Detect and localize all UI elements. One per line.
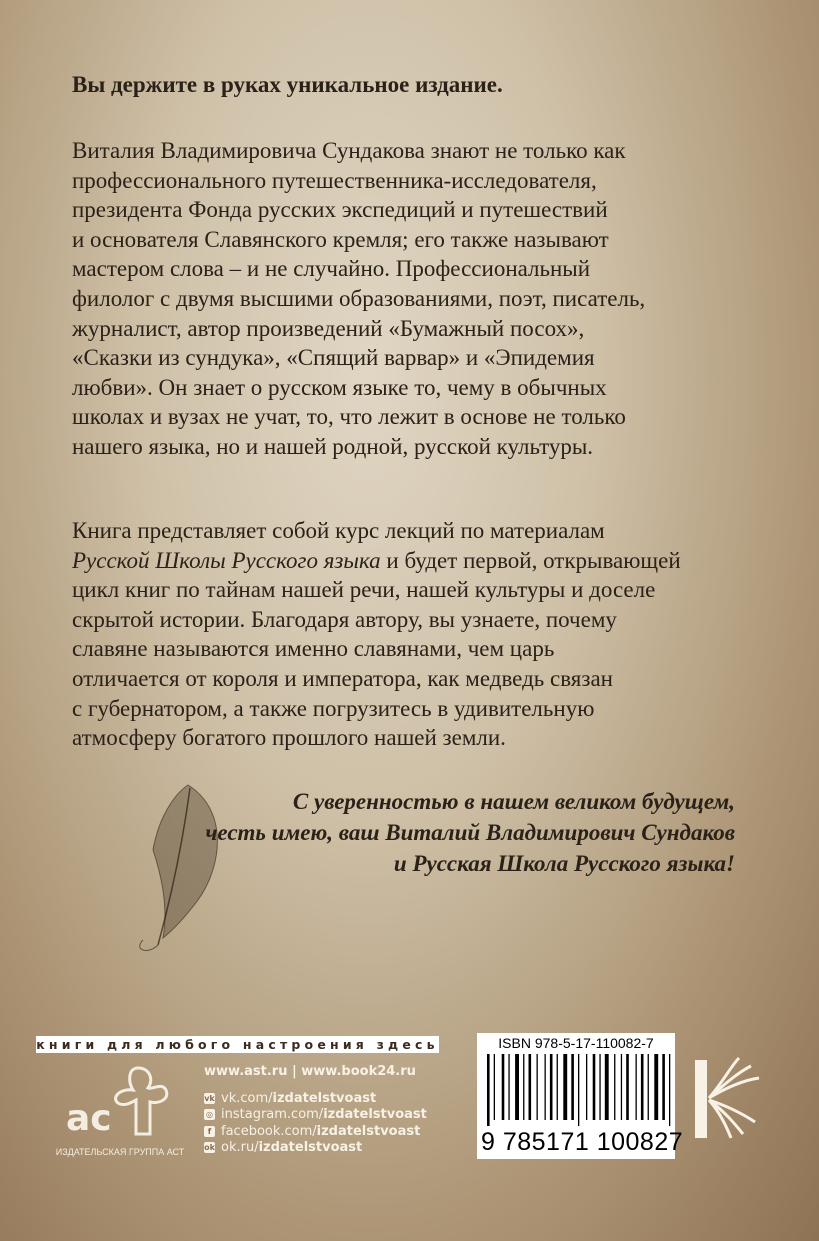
barcode-bar [557,1054,558,1120]
link-prefix: vk.com/ [221,1090,273,1106]
barcode-icon [485,1054,671,1126]
text-line: атмосферу богатого прошлого нашей земли. [72,725,506,751]
text-line: цикл книг по тайнам нашей речи, нашей культуры и доселе [72,577,656,603]
school-name-italic: Русской Школы Русского языка [72,547,381,573]
lead-heading: Вы держите в руках уникальное издание. [72,72,503,97]
signature-line: и Русская Школа Русского языка! [393,851,735,876]
barcode-bar [599,1054,600,1120]
barcode-bar [563,1054,567,1120]
text-line: школах и вузах не учат, то, что лежит в основе не только [72,404,626,430]
text-line: Книга представляет собой курс лекций по материалам [72,518,605,543]
link-prefix: facebook.com/ [221,1123,317,1139]
barcode-bar [502,1054,505,1120]
barcode-bar [621,1054,622,1120]
vk-icon: vk [204,1093,215,1103]
text-line: любви». Он знает о русском языке то, чему в обычных [72,374,607,400]
publisher-name: ИЗДАТЕЛЬСКАЯ ГРУППА АСТ [55,1147,185,1157]
link-prefix: ok.ru/ [221,1140,259,1156]
link-handle: izdatelstvoast [316,1123,421,1139]
barcode-bar [545,1054,546,1120]
isbn-number: ISBN 978-5-17-110082-7 [498,1035,654,1051]
barcode-bar [654,1054,658,1120]
text-line: мастером слова – и не случайно. Профессиональный [72,256,591,282]
barcode-bar [605,1054,609,1120]
barcode-bar [494,1054,495,1120]
text-fragment: и будет первой, открывающей [380,547,681,573]
social-link-instagram[interactable] [204,1107,427,1124]
text-line: славяне называются именно славянами, чем царь [72,636,555,662]
barcode-bar [593,1054,596,1120]
text-line: журналист, автор произведений «Бумажный посох», [72,315,585,341]
barcode-bar [669,1054,670,1126]
ean-number: 9 785171 100827 [481,1128,684,1156]
barcode-bar [571,1054,574,1120]
barcode-bar [636,1054,637,1120]
barcode-bar [508,1054,509,1120]
text-line [72,546,681,576]
signature-line: честь имею, ваш Виталий Владимирович Сундаков [205,820,735,845]
websites-link[interactable]: www.ast.ru | www.book24.ru [204,1064,416,1079]
slogan-banner: книги для любого настроения здесь [36,1037,439,1052]
barcode-bar [537,1054,538,1120]
barcode-bar [626,1054,629,1120]
svg-text:ac: ac [66,1098,112,1139]
barcode-bar [662,1054,665,1120]
barcode-bar [550,1054,553,1120]
ast-logo [58,1064,178,1140]
barcode-bar [648,1054,649,1120]
signature [205,786,735,879]
barcode-bar [586,1054,587,1120]
barcode-bar [523,1054,524,1120]
text-line: Виталия Владимировича Сундакова знают не только как [72,138,626,163]
barcode-bar [641,1054,644,1120]
social-link-facebook[interactable] [204,1123,427,1140]
book-k-logo [693,1052,773,1142]
isbn-barcode [477,1033,684,1159]
text-line: профессионального путешественника-исследователя, [72,167,597,193]
signature-line: С уверенностью в нашем великом будущем, [292,789,735,814]
text-line: и основателя Славянского кремля; его также называют [72,226,609,252]
facebook-icon: f [204,1126,215,1137]
link-handle: izdatelstvoast [272,1090,377,1106]
text-line: отличается от короля и императора, как медведь связан [72,665,613,691]
barcode-bar [578,1054,579,1126]
text-line: с губернатором, а также погрузитесь в удивительную [72,695,595,721]
ok-icon: ok [204,1143,215,1153]
link-handle: izdatelstvoast [323,1107,427,1123]
link-handle: izdatelstvoast [258,1140,363,1156]
instagram-icon: ◎ [204,1109,215,1120]
text-line: нашего языка, но и нашей родной, русской культуры. [72,433,594,459]
text-line: скрытой истории. Благодаря автору, вы узнаете, почему [72,606,617,632]
text-line: «Сказки из сундука», «Спящий варвар» и «Эпидемия [72,345,595,371]
publisher-links [204,1064,427,1156]
text-line: филолог с двумя высшими образованиями, поэт, писатель, [72,285,646,311]
barcode-bar [614,1054,615,1120]
barcode-bar [515,1054,519,1120]
text-line: президента Фонда русских экспедиций и путешествий [72,197,608,223]
paragraph-book [72,516,681,753]
social-link-ok[interactable] [204,1140,427,1157]
social-link-vk[interactable] [204,1090,427,1107]
paragraph-author [72,136,645,462]
barcode-bar [487,1054,490,1126]
link-prefix: instagram.com/ [221,1107,324,1123]
barcode-bar [529,1054,532,1120]
